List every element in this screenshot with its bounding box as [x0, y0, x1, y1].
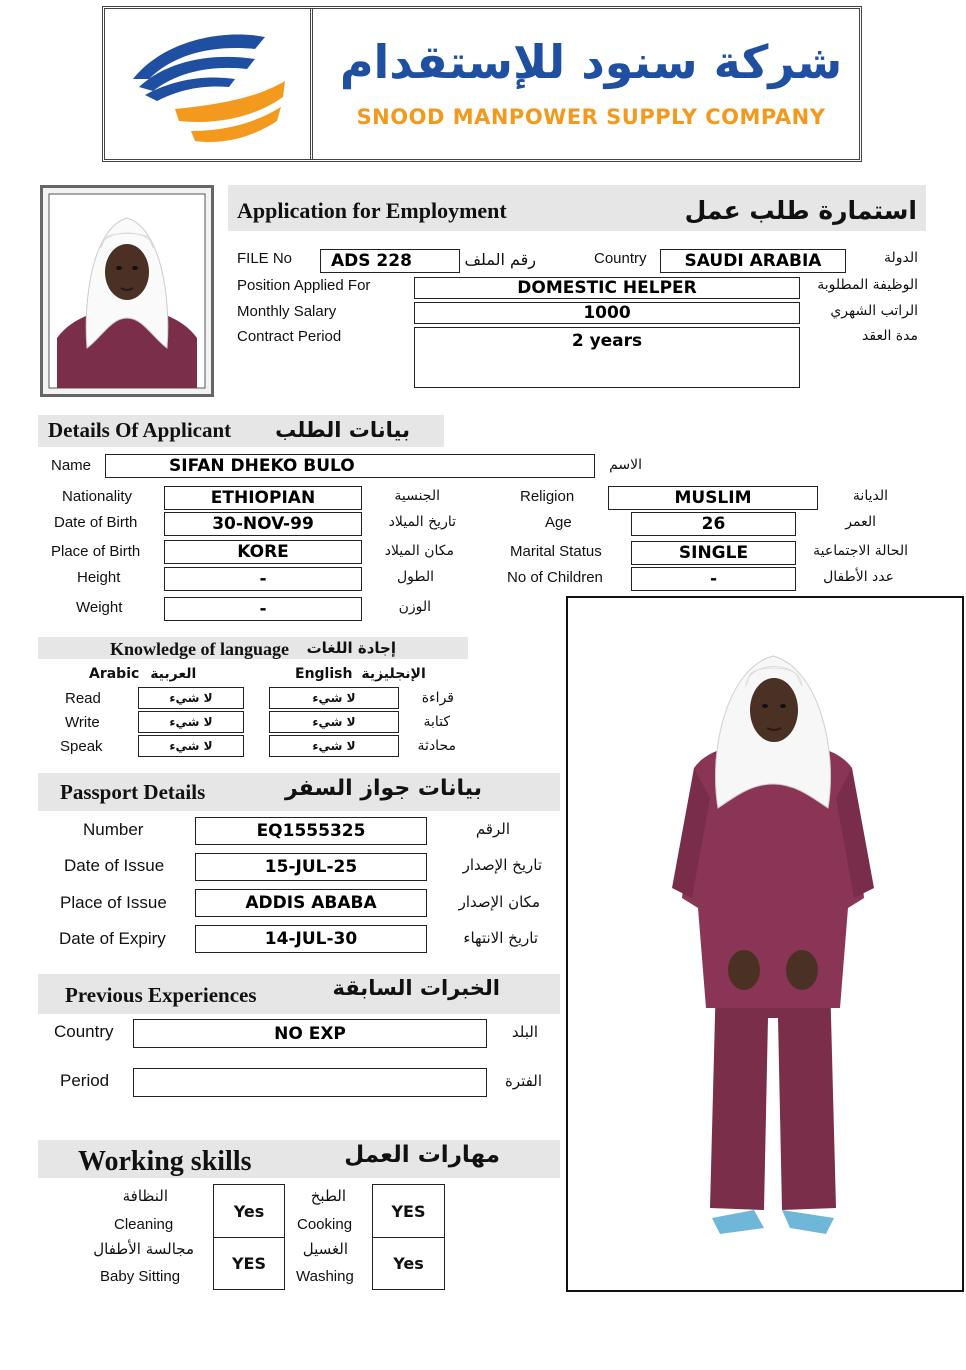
- english-header-en: English: [295, 666, 353, 682]
- passport-number-label: Number: [83, 820, 144, 839]
- height-label: Height: [77, 569, 121, 586]
- full-body-photo-frame: [566, 596, 964, 1292]
- washing-value: Yes: [372, 1237, 445, 1290]
- exp-period-label-ar: الفترة: [505, 1072, 542, 1090]
- logo-blue-swoosh-1: [133, 34, 265, 79]
- dob-label-ar: تاريخ الميلاد: [388, 514, 456, 530]
- issue-date-field: 15-JUL-25: [195, 853, 427, 881]
- name-label-ar: الاسم: [609, 457, 642, 473]
- logo-cell: [105, 9, 313, 159]
- expiry-label-ar: تاريخ الانتهاء: [463, 929, 538, 947]
- passport-number-field: EQ1555325: [195, 817, 427, 845]
- country-label: Country: [594, 250, 647, 267]
- pob-field: KORE: [164, 540, 362, 564]
- position-label: Position Applied For: [237, 277, 371, 294]
- weight-field: -: [164, 597, 362, 621]
- file-no-label-ar: رقم الملف: [464, 250, 536, 269]
- passport-number-label-ar: الرقم: [475, 820, 510, 838]
- washing-label: Washing: [296, 1268, 354, 1285]
- arabic-column-header: [89, 666, 196, 682]
- cleaning-label-ar: النظافة: [122, 1187, 168, 1205]
- read-label-ar: قراءة: [421, 690, 454, 706]
- passport-title-ar: بيانات جواز السفر: [284, 776, 482, 801]
- english-read-field: لا شيء: [269, 687, 399, 709]
- application-title-en: Application for Employment: [237, 198, 507, 223]
- speak-label: Speak: [60, 738, 103, 755]
- pob-label-ar: مكان الميلاد: [384, 543, 454, 559]
- speak-label-ar: محادثة: [417, 738, 456, 754]
- nationality-label: Nationality: [62, 488, 133, 505]
- salary-label: Monthly Salary: [237, 303, 337, 320]
- applicant-title-en: Details Of Applicant: [48, 418, 232, 442]
- issue-place-label: Place of Issue: [60, 893, 167, 912]
- babysitting-label: Baby Sitting: [100, 1268, 181, 1285]
- issue-place-label-ar: مكان الإصدار: [458, 893, 540, 911]
- nationality-label-ar: الجنسية: [394, 488, 440, 504]
- company-logo: [105, 9, 313, 159]
- name-label: Name: [51, 457, 92, 474]
- language-title-ar: إجادة اللغات: [306, 639, 396, 657]
- marital-label-ar: الحالة الاجتماعية: [813, 543, 908, 559]
- full-body-photo: [568, 598, 962, 1290]
- nationality-field: ETHIOPIAN: [164, 486, 362, 510]
- skills-title-ar: مهارات العمل: [344, 1142, 500, 1168]
- arabic-read-field: لا شيء: [138, 687, 244, 709]
- children-label-ar: عدد الأطفال: [823, 569, 894, 585]
- write-label: Write: [65, 714, 100, 731]
- exp-period-field: [133, 1068, 487, 1097]
- cleaning-label: Cleaning: [114, 1216, 174, 1233]
- cooking-label: Cooking: [297, 1216, 353, 1233]
- file-no-field: ADS 228: [320, 249, 460, 273]
- babysitting-value: YES: [213, 1237, 285, 1290]
- issue-date-label: Date of Issue: [64, 856, 165, 875]
- arabic-header-ar: العربية: [150, 666, 197, 682]
- english-column-header: [295, 666, 426, 682]
- applicant-title-ar: بيانات الطلب: [275, 418, 410, 442]
- read-label: Read: [65, 690, 101, 707]
- english-header-ar: الإنجليزية: [361, 666, 426, 682]
- name-field: SIFAN DHEKO BULO: [105, 454, 595, 478]
- height-label-ar: الطول: [396, 569, 434, 585]
- country-field: SAUDI ARABIA: [660, 249, 846, 273]
- arabic-speak-field: لا شيء: [138, 735, 244, 757]
- age-label-ar: العمر: [845, 514, 876, 530]
- dob-label: Date of Birth: [54, 514, 138, 531]
- english-speak-field: لا شيء: [269, 735, 399, 757]
- age-field: 26: [631, 512, 796, 536]
- cooking-value: YES: [372, 1184, 445, 1238]
- weight-label-ar: الوزن: [398, 599, 431, 615]
- arabic-header-en: Arabic: [89, 666, 140, 682]
- english-write-field: لا شيء: [269, 711, 399, 733]
- cooking-label-ar: الطبخ: [310, 1187, 346, 1205]
- exp-country-field: NO EXP: [133, 1019, 487, 1048]
- experience-title-en: Previous Experiences: [65, 983, 257, 1007]
- portrait-photo-frame: [40, 185, 214, 397]
- age-label: Age: [545, 514, 572, 531]
- skills-title-en: Working skills: [78, 1146, 252, 1177]
- position-field: DOMESTIC HELPER: [414, 277, 800, 299]
- exp-period-label: Period: [60, 1071, 110, 1090]
- cleaning-value: Yes: [213, 1184, 285, 1238]
- religion-field: MUSLIM: [608, 486, 818, 510]
- weight-label: Weight: [76, 599, 123, 616]
- salary-field: 1000: [414, 302, 800, 324]
- position-label-ar: الوظيفة المطلوبة: [817, 277, 918, 293]
- country-label-ar: الدولة: [883, 250, 918, 266]
- contract-label-ar: مدة العقد: [862, 328, 918, 344]
- language-title-en: Knowledge of language: [110, 639, 290, 659]
- pob-label: Place of Birth: [51, 543, 141, 560]
- contract-label: Contract Period: [237, 328, 342, 345]
- file-no-label: FILE No: [237, 250, 293, 267]
- experience-title-ar: الخبرات السابقة: [332, 976, 500, 1000]
- company-name-ar: شركة سنود للإستقدام: [339, 35, 843, 89]
- dob-field: 30-NOV-99: [164, 512, 362, 536]
- expiry-label: Date of Expiry: [59, 929, 166, 948]
- application-title-ar: استمارة طلب عمل: [684, 196, 917, 225]
- company-name-en: SNOOD MANPOWER SUPPLY COMPANY: [356, 105, 826, 129]
- babysitting-label-ar: مجالسة الأطفال: [93, 1240, 194, 1258]
- issue-place-field: ADDIS ABABA: [195, 889, 427, 917]
- religion-label: Religion: [520, 488, 575, 505]
- arabic-write-field: لا شيء: [138, 711, 244, 733]
- children-field: -: [631, 567, 796, 591]
- contract-field: 2 years: [414, 327, 800, 388]
- exp-country-label: Country: [54, 1022, 114, 1041]
- washing-label-ar: الغسيل: [302, 1240, 348, 1258]
- company-header: [102, 6, 862, 162]
- expiry-field: 14-JUL-30: [195, 925, 427, 953]
- portrait-photo: [43, 188, 211, 394]
- exp-country-label-ar: البلد: [511, 1023, 538, 1041]
- marital-field: SINGLE: [631, 541, 796, 565]
- passport-title-en: Passport Details: [60, 780, 206, 804]
- write-label-ar: كتابة: [423, 714, 450, 730]
- issue-date-label-ar: تاريخ الإصدار: [462, 856, 542, 874]
- children-label: No of Children: [507, 569, 603, 586]
- marital-label: Marital Status: [510, 543, 602, 560]
- religion-label-ar: الديانة: [852, 488, 888, 504]
- salary-label-ar: الراتب الشهري: [830, 303, 918, 319]
- height-field: -: [164, 567, 362, 591]
